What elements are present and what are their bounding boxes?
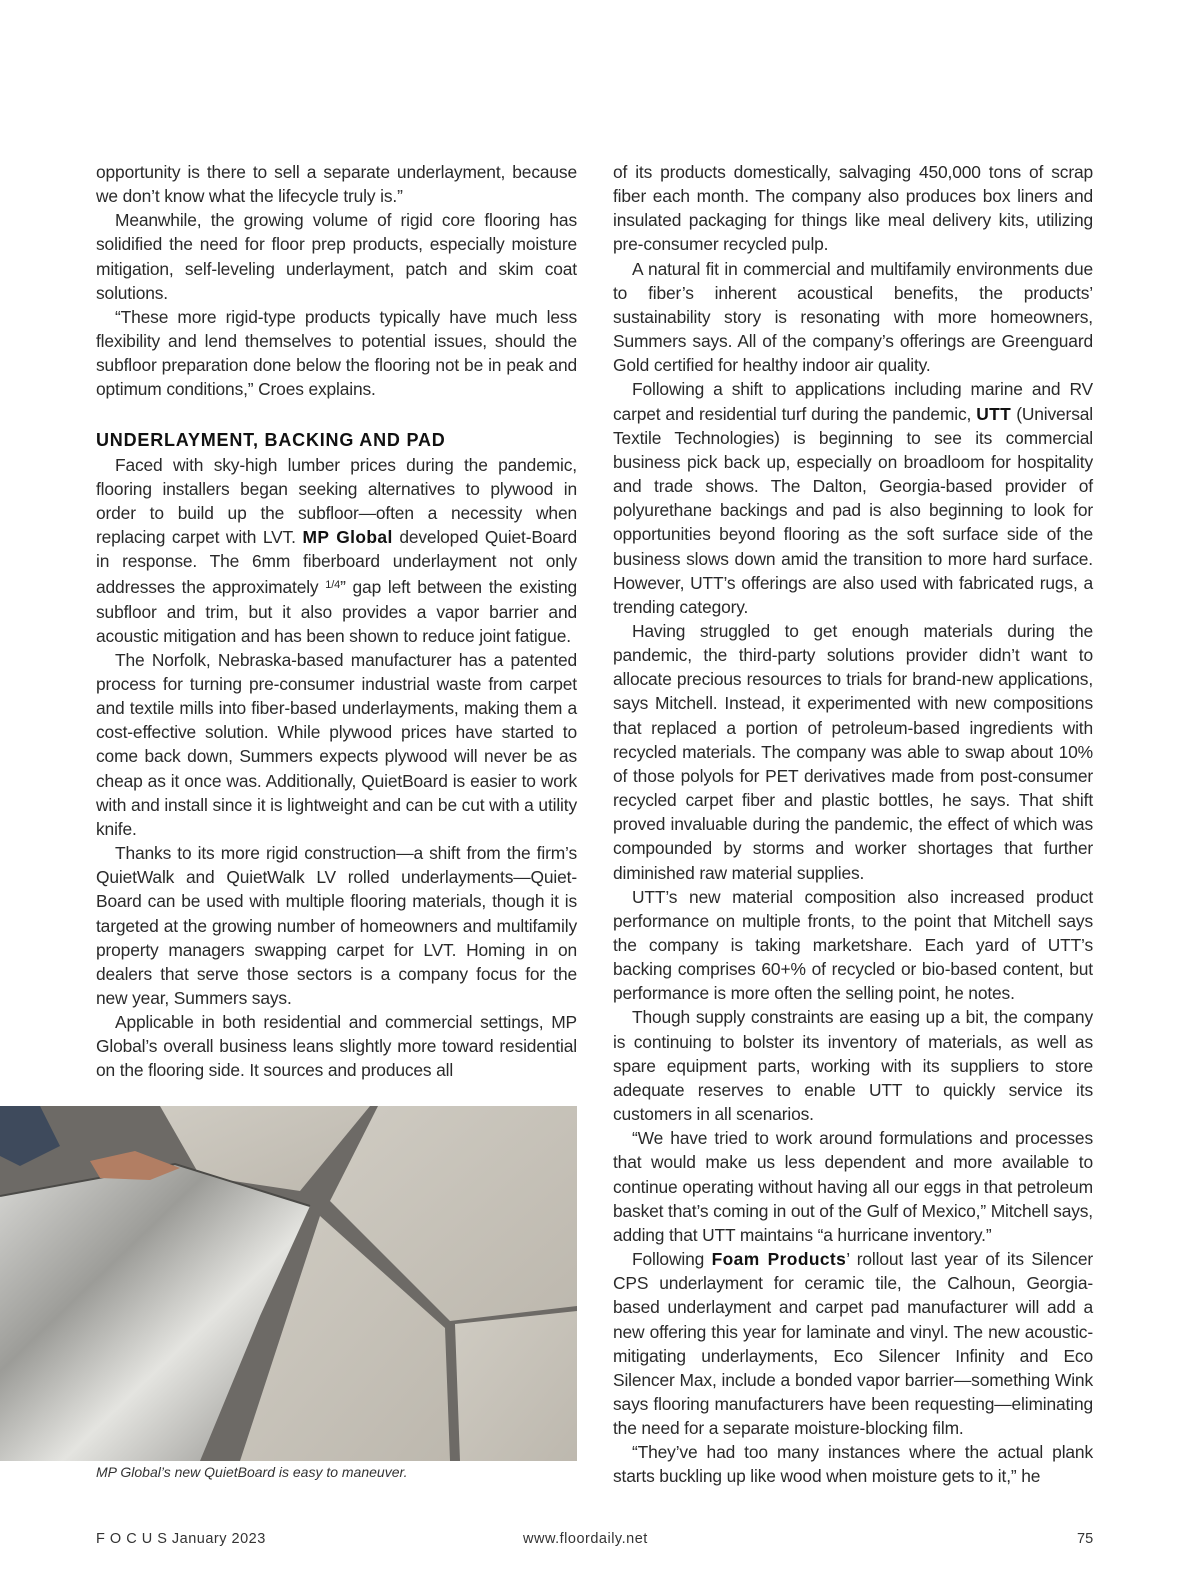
- paragraph: opportunity is there to sell a separate underlayment, because we don’t know what the lifecycle truly is.”: [96, 162, 577, 207]
- footer-magazine-issue: F O C U S January 2023: [96, 1531, 266, 1547]
- paragraph: Following a shift to applications including marine and RV carpet and residential turf during the pandemic, UTT (Universal Textile Technologies) is beginning to see its commercial business pick back up, especially on broadloom for hospitality and trade shows. The Dalton, Georgia-based provider of polyurethane backings and pad is also beginning to look for opportunities beyond flooring as the soft surface side of the business slows down amid the transition to more hard surface. However, UTT’s offerings are also used with fabricated rugs, a trending category.: [613, 379, 1093, 617]
- photo-caption: MP Global’s new QuietBoard is easy to maneuver.: [96, 1464, 408, 1480]
- paragraph: Following Foam Products’ rollout last year of its Silencer CPS underlayment for ceramic tile, the Calhoun, Georgia-based underlayment and carpet pad manufacturer will add a new offering this year for laminate and vinyl. The new acoustic-mitigating underlayments, Eco Silencer Infinity and Eco Silencer Max, include a bonded vapor barrier—something Wink says flooring manufacturers have been requesting—eliminating the need for a separate moisture-blocking film.: [613, 1249, 1093, 1439]
- paragraph: “These more rigid-type products typically have much less flexibility and lend themselves to potential issues, should the subfloor preparation done below the flooring not be in peak and optimum conditions,” Croes explains.: [96, 306, 577, 400]
- paragraph: “We have tried to work around formulations and processes that would make us less dependent and more available to continue operating without having all our eggs in that petroleum basket that’s coming in out of the Gulf of Mexico,” Mitchell says, adding that UTT maintains “a hurricane inventory.”: [613, 1128, 1093, 1245]
- paragraph: of its products domestically, salvaging 450,000 tons of scrap fiber each month. The company also produces box liners and insulated packaging for things like meal delivery kits, utilizing pre-consumer recycled pulp.: [613, 162, 1093, 255]
- right-text-column: [613, 160, 1093, 1489]
- fraction: 1/4: [325, 579, 341, 592]
- paragraph: A natural fit in commercial and multifamily environments due to fiber’s inherent acoustical benefits, the products’ sustainability story is resonating with more homeowners, Summers says. All of the company’s offerings are Greenguard Gold certified for healthy indoor air quality.: [613, 258, 1093, 376]
- paragraph: Having struggled to get enough materials during the pandemic, the third-party solutions provider didn’t want to allocate precious resources to trials for brand-new applications, says Mitchell. Instead, it experimented with new compositions that replaced a portion of petroleum-based ingredients with recycled materials. The company was able to swap about 10% of those polyols for PET derivatives made from post-consumer recycled carpet fiber and plastic bottles, he says. That shift proved invaluable during the pandemic, the effect of which was compounded by storms and worker shortages that further diminished raw material supplies.: [613, 620, 1093, 883]
- paragraph: Thanks to its more rigid construction—a shift from the firm’s QuietWalk and QuietWalk LV rolled underlayments—Quiet-Board can be used with multiple flooring materials, though it is targeted at the growing number of homeowners and multifamily property managers swapping carpet for LVT. Homing in on dealers that serve those sectors is a company focus for the new year, Summers says.: [96, 843, 577, 1008]
- company-name: MP Global: [302, 527, 393, 548]
- paragraph: Applicable in both residential and commercial settings, MP Global’s overall business leans slightly more toward residential on the flooring side. It sources and produces all: [96, 1012, 577, 1081]
- paragraph: Though supply constraints are easing up a bit, the company is continuing to bolster its inventory of materials, as well as spare equipment parts, working with its suppliers to store adequate reserves to enable UTT to quickly service its customers in all scenarios.: [613, 1007, 1093, 1125]
- page-number: 75: [1077, 1531, 1094, 1547]
- paragraph: Faced with sky-high lumber prices during the pandemic, flooring installers began seeking alternatives to plywood in order to build up the subfloor—often a necessity when replacing carpet with LVT. MP Global developed Quiet-Board in response. The 6mm fiberboard underlayment not only addresses the approximately $^{1/4}$” gap left between the existing subfloor and trim, but it also provides a vapor barrier and acoustic mitigation and has been shown to reduce joint fatigue.: [96, 454, 578, 646]
- section-heading: UNDERLAYMENT, BACKING AND PAD: [96, 429, 446, 450]
- paragraph: The Norfolk, Nebraska-based manufacturer has a patented process for turning pre-consumer industrial waste from carpet and textile mills into fiber-based underlayments, making them a cost-effective solution. While plywood prices have started to come back down, Summers expects plywood will never be as cheap as it once was. Additionally, QuietBoard is easier to work with and install since it is lightweight and can be cut with a utility knife.: [96, 649, 577, 839]
- quietboard-photo: [0, 1106, 577, 1461]
- left-text-column: [96, 160, 577, 1083]
- company-name: Foam Products: [711, 1249, 847, 1270]
- paragraph: UTT’s new material composition also increased product performance on multiple fronts, to the point that Mitchell says the company is taking marketshare. Each yard of UTT’s backing comprises 60+% of recycled or bio-based content, but performance is more often the selling point, he notes.: [613, 886, 1093, 1004]
- company-name: UTT: [976, 403, 1012, 424]
- paragraph: “They’ve had too many instances where the actual plank starts buckling up like wood when moisture gets to it,” he: [613, 1442, 1093, 1487]
- paragraph: Meanwhile, the growing volume of rigid core flooring has solidified the need for floor prep products, especially moisture mitigation, self-leveling underlayment, patch and skim coat solutions.: [96, 210, 577, 303]
- footer-url: www.floordaily.net: [523, 1531, 648, 1547]
